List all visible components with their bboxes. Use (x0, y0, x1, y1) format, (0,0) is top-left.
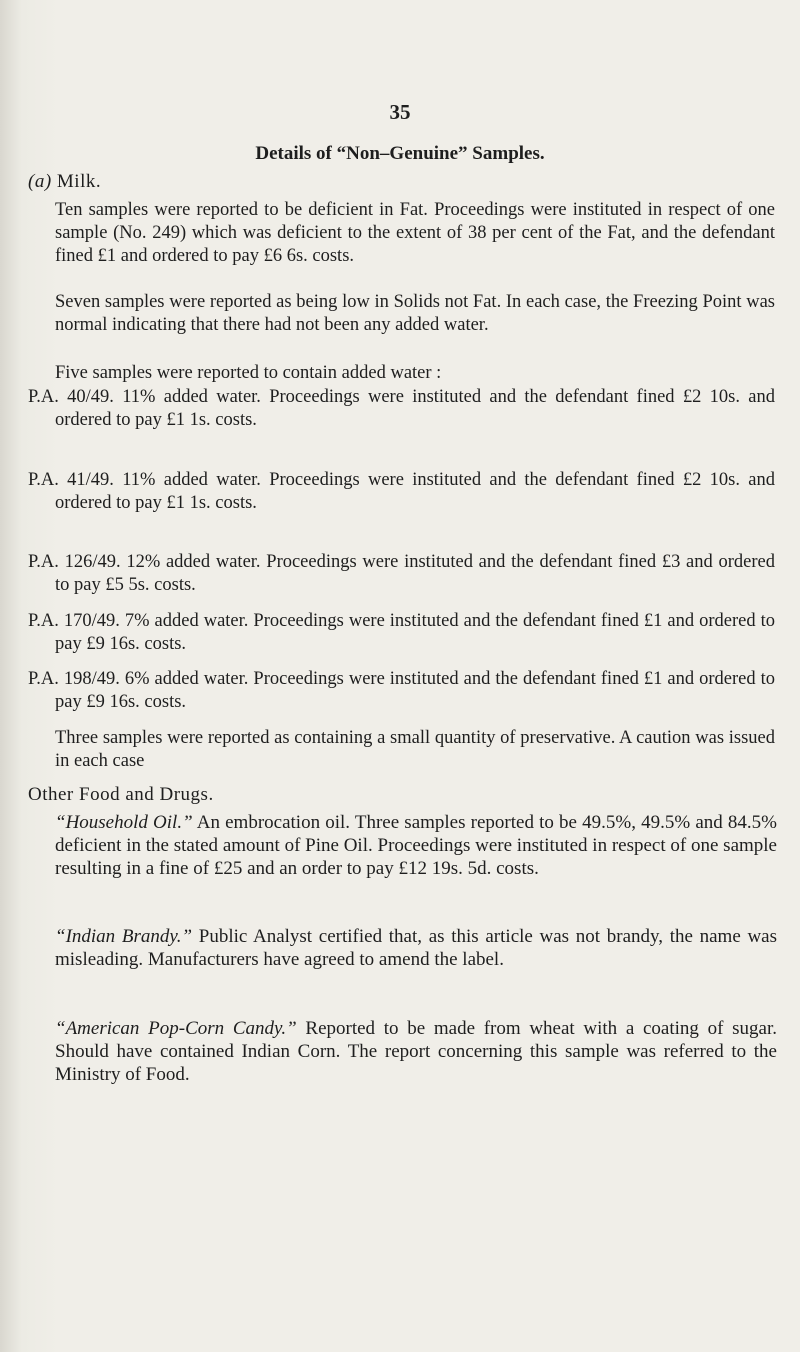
item-name: “American Pop-Corn Candy.” (55, 1018, 297, 1039)
case-ref: P.A. 170/49. (28, 611, 120, 631)
item-text: Public Analyst certified that, as this article was not brandy, the name was misleading. Manufacturers have agreed to amend the label. (55, 926, 778, 970)
food-drug-item (55, 811, 777, 880)
case-text: 6% added water. Proceedings were instituted and the defendant fined £1 and ordered to pay £9 16s. costs. (55, 669, 776, 712)
case-text: 12% added water. Proceedings were instituted and the defendant fined £3 and ordered to pay £5 5s. costs. (55, 552, 775, 595)
page-number: 35 (389, 100, 411, 124)
item-name: “Indian Brandy.” (55, 926, 193, 947)
case-item (28, 551, 775, 597)
case-item (28, 386, 775, 432)
page-title: Details of “Non–Genuine” Samples. (255, 143, 545, 164)
case-item (28, 668, 775, 714)
case-item (28, 469, 775, 515)
case-ref: P.A. 40/49. (28, 387, 114, 407)
section-letter: (a) (28, 171, 52, 192)
milk-paragraph-solids: Seven samples were reported as being low in Solids not Fat. In each case, the Freezing Point was normal indicating that there had not been any added water. (55, 292, 775, 335)
food-drug-item (55, 1017, 777, 1086)
case-text: 11% added water. Proceedings were instituted and the defendant fined £2 10s. and ordered to pay £1 1s. costs. (55, 470, 775, 513)
section-heading-other: Other Food and Drugs. (28, 784, 214, 805)
case-text: 7% added water. Proceedings were instituted and the defendant fined £1 and ordered to pay £9 16s. costs. (55, 611, 776, 654)
case-item (28, 610, 775, 656)
section-heading-milk (28, 171, 101, 193)
item-text: An embrocation oil. Three samples reported to be 49.5%, 49.5% and 84.5% deficient in the stated amount of Pine Oil. Proceedings were instituted in respect of one sample resulting in a fine of £25 and an order to pay £12 19s. 5d. costs. (55, 812, 777, 879)
section-title: Milk. (56, 171, 102, 192)
milk-paragraph-fat: Ten samples were reported to be deficient in Fat. Proceedings were instituted in respect of one sample (No. 249) which was deficient to the extent of 38 per cent of the Fat, and the defendant fined £1 and ordered to pay £6 6s. costs. (55, 200, 775, 266)
case-text: 11% added water. Proceedings were instituted and the defendant fined £2 10s. and ordered to pay £1 1s. costs. (55, 387, 775, 430)
milk-paragraph-added-water: Five samples were reported to contain added water : (55, 363, 442, 383)
case-ref: P.A. 41/49. (28, 470, 114, 490)
item-text: Reported to be made from wheat with a coating of sugar. Should have contained Indian Corn. The report concerning this sample was referred to the Ministry of Food. (55, 1018, 777, 1085)
case-ref: P.A. 126/49. (28, 552, 121, 572)
milk-paragraph-preservative: Three samples were reported as containing a small quantity of preservative. A caution was issued in each case (55, 728, 775, 771)
food-drug-item (55, 925, 777, 971)
case-ref: P.A. 198/49. (28, 669, 120, 689)
item-name: “Household Oil.” (55, 812, 193, 833)
